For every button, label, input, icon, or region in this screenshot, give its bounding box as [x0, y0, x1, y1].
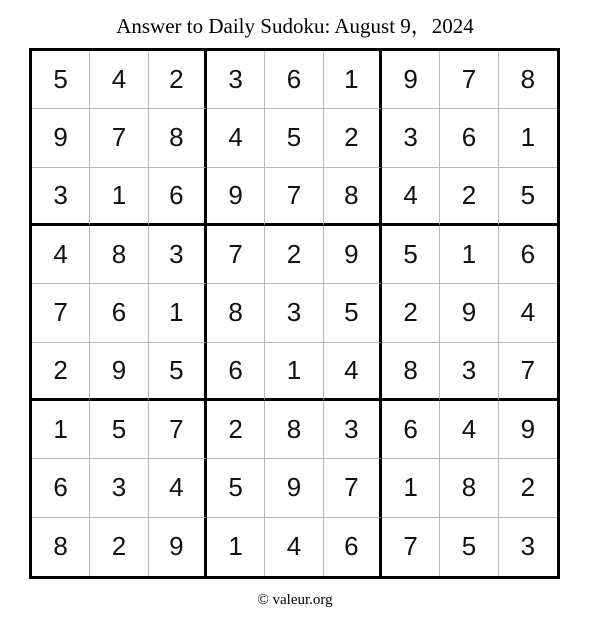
sudoku-cell-r4-c5: 2	[265, 226, 323, 284]
sudoku-cell-r9-c9: 3	[520, 531, 536, 562]
sudoku-cell-r8-c6: 7	[324, 459, 382, 517]
sudoku-cell-r6-c6: 4	[324, 343, 382, 401]
sudoku-cell-r2-c1: 9	[32, 109, 90, 167]
sudoku-cell-r4-c6: 9	[324, 226, 382, 284]
sudoku-cell-r9-c3: 9	[149, 518, 207, 576]
sudoku-cell-r5-c7: 2	[382, 284, 440, 342]
sudoku-cell-r2-c9: 1	[499, 109, 557, 167]
sudoku-cell-r6-c5: 1	[265, 343, 323, 401]
sudoku-cell-r9-c5: 4	[265, 518, 323, 576]
sudoku-cell-r3-c7: 4	[382, 168, 440, 226]
sudoku-cell-r9-c8: 5	[440, 518, 498, 576]
sudoku-cell-r4-c7: 5	[382, 226, 440, 284]
sudoku-cell-r2-c6: 2	[324, 109, 382, 167]
sudoku-cell-r3-c8: 2	[440, 168, 498, 226]
sudoku-cell-r3-c9: 5	[499, 168, 557, 226]
sudoku-cell-r1-c6: 1	[324, 51, 382, 109]
sudoku-cell-r6-c7: 8	[382, 343, 440, 401]
sudoku-cell-r3-c1: 3	[32, 168, 90, 226]
sudoku-cell-r7-c1: 1	[32, 401, 90, 459]
sudoku-cell-r6-c8: 3	[440, 343, 498, 401]
sudoku-cell-r1-c5: 6	[265, 51, 323, 109]
sudoku-cell-r4-c1: 4	[32, 226, 90, 284]
sudoku-cell-r9-c1: 8	[32, 518, 90, 576]
sudoku-cell-r2-c2: 7	[90, 109, 148, 167]
sudoku-cell-r5-c3: 1	[149, 284, 207, 342]
sudoku-cell-r4-c9: 6	[499, 226, 557, 284]
sudoku-cell-r3-c5: 7	[265, 168, 323, 226]
sudoku-cell-r2-c4: 4	[207, 109, 265, 167]
sudoku-cell-r1-c9: 8	[499, 51, 557, 109]
sudoku-cell-r2-c3: 8	[149, 109, 207, 167]
sudoku-cell-r2-c8: 6	[440, 109, 498, 167]
sudoku-cell-r6-c1: 2	[32, 343, 90, 401]
sudoku-cell-r7-c2: 5	[90, 401, 148, 459]
sudoku-cell-r2-c5: 5	[265, 109, 323, 167]
sudoku-cell-r3-c2: 1	[90, 168, 148, 226]
sudoku-cell-r7-c8: 4	[440, 401, 498, 459]
sudoku-cell-r5-c2: 6	[90, 284, 148, 342]
sudoku-cell-r3-c4: 9	[207, 168, 265, 226]
sudoku-cell-r6-c2: 9	[90, 343, 148, 401]
sudoku-cell-r8-c3: 4	[149, 459, 207, 517]
copyright-footer: © valeur.org	[257, 592, 333, 608]
sudoku-cell-r5-c5: 3	[265, 284, 323, 342]
sudoku-cell-r1-c1: 5	[32, 51, 90, 109]
sudoku-cell-r1-c8: 7	[440, 51, 498, 109]
sudoku-cell-r9-c7: 7	[382, 518, 440, 576]
sudoku-cell-r5-c1: 7	[32, 284, 90, 342]
sudoku-cell-r5-c8: 9	[440, 284, 498, 342]
sudoku-cell-r7-c4: 2	[207, 401, 265, 459]
sudoku-cell-r8-c8: 8	[440, 459, 498, 517]
sudoku-cell-r3-c3: 6	[149, 168, 207, 226]
sudoku-cell-r5-c4: 8	[207, 284, 265, 342]
sudoku-cell-r7-c7: 6	[382, 401, 440, 459]
sudoku-cell-r7-c5: 8	[265, 401, 323, 459]
sudoku-cell-r9-c2: 2	[90, 518, 148, 576]
sudoku-cell-r9-c4: 1	[207, 518, 265, 576]
sudoku-cell-r8-c2: 3	[90, 459, 148, 517]
sudoku-cell-r1-c4: 3	[207, 51, 265, 109]
sudoku-cell-r2-c7: 3	[382, 109, 440, 167]
page-title: Answer to Daily Sudoku: August 9，2024	[116, 14, 474, 38]
sudoku-cell-r3-c6: 8	[324, 168, 382, 226]
sudoku-cell-r6-c9: 7	[499, 343, 557, 401]
sudoku-cell-r5-c6: 5	[324, 284, 382, 342]
sudoku-cell-r8-c7: 1	[382, 459, 440, 517]
sudoku-cell-r7-c3: 7	[149, 401, 207, 459]
sudoku-cell-r6-c4: 6	[207, 343, 265, 401]
sudoku-cell-r4-c2: 8	[90, 226, 148, 284]
sudoku-cell-r1-c2: 4	[90, 51, 148, 109]
sudoku-cell-r8-c5: 9	[265, 459, 323, 517]
sudoku-cell-r9-c6: 6	[324, 518, 382, 576]
sudoku-cell-r8-c1: 6	[32, 459, 90, 517]
sudoku-cell-r1-c7: 9	[382, 51, 440, 109]
sudoku-cell-r7-c6: 3	[324, 401, 382, 459]
sudoku-cell-r4-c4: 7	[207, 226, 265, 284]
sudoku-cell-r4-c8: 1	[440, 226, 498, 284]
sudoku-cell-r7-c9: 9	[499, 401, 557, 459]
sudoku-cell-r4-c3: 3	[149, 226, 207, 284]
sudoku-cell-r8-c9: 2	[499, 459, 557, 517]
sudoku-cell-r6-c3: 5	[149, 343, 207, 401]
sudoku-grid	[29, 48, 560, 579]
sudoku-cell-r8-c4: 5	[207, 459, 265, 517]
sudoku-cell-r1-c3: 2	[149, 51, 207, 109]
sudoku-cell-r5-c9: 4	[499, 284, 557, 342]
